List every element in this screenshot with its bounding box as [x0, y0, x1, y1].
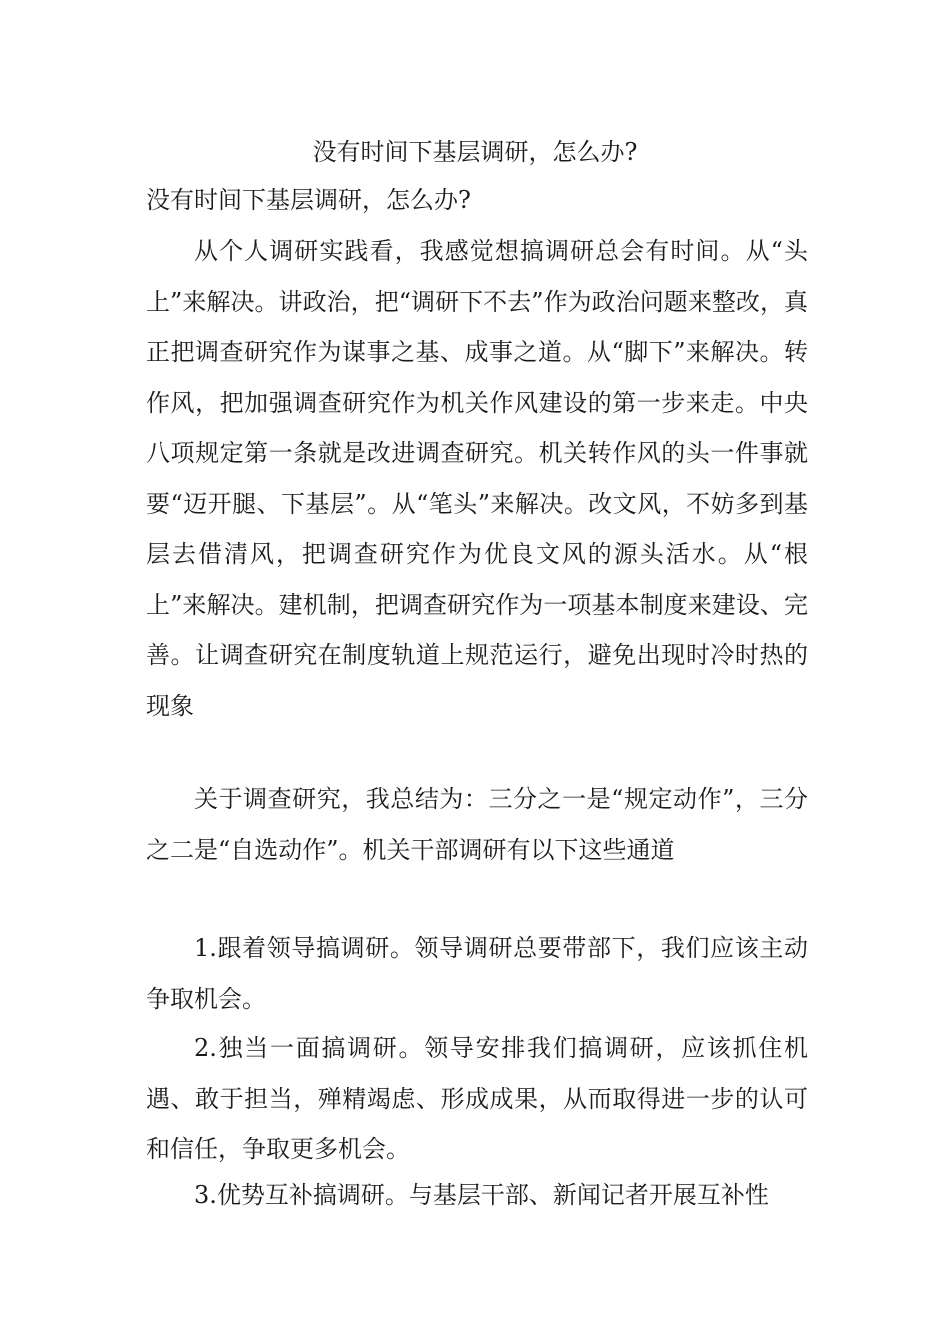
paragraph-item-2: 2.独当一面搞调研。领导安排我们搞调研，应该抓住机遇、敢于担当，殚精竭虑、形成成果，从而取得进一步的认可和信任，争取更多机会。 — [146, 1034, 808, 1163]
paragraph-item-1: 1.跟着领导搞调研。领导调研总要带部下，我们应该主动争取机会。 — [146, 934, 808, 1013]
paragraph-research-time: 从个人调研实践看，我感觉想搞调研总会有时间。从“头上”来解决。讲政治，把“调研下不去”作为政治问题来整改，真正把调查研究作为谋事之基、成事之道。从“脚下”来解决。转作风，把加强调查研究作为机关作风建设的第一步来走。中央八项规定第一条就是改进调查研究。机关转作风的头一件事就要“迈开腿、下基层”。从“笔头”来解决。改文风，不妨多到基层去借清风，把调查研究作为优良文风的源头活水。从“根上”来解决。建机制，把调查研究作为一项基本制度来建设、完善。让调查研究在制度轨道上规范运行，避免出现时冷时热的现象 — [146, 237, 808, 720]
document-title: 没有时间下基层调研，怎么办? — [312, 138, 638, 166]
paragraph-item-3: 3.优势互补搞调研。与基层干部、新闻记者开展互补性 — [194, 1181, 769, 1209]
document-subtitle: 没有时间下基层调研，怎么办? — [146, 186, 471, 214]
paragraph-research-channels: 关于调查研究，我总结为：三分之一是“规定动作”，三分之二是“自选动作”。机关干部调研有以下这些通道 — [146, 785, 808, 864]
